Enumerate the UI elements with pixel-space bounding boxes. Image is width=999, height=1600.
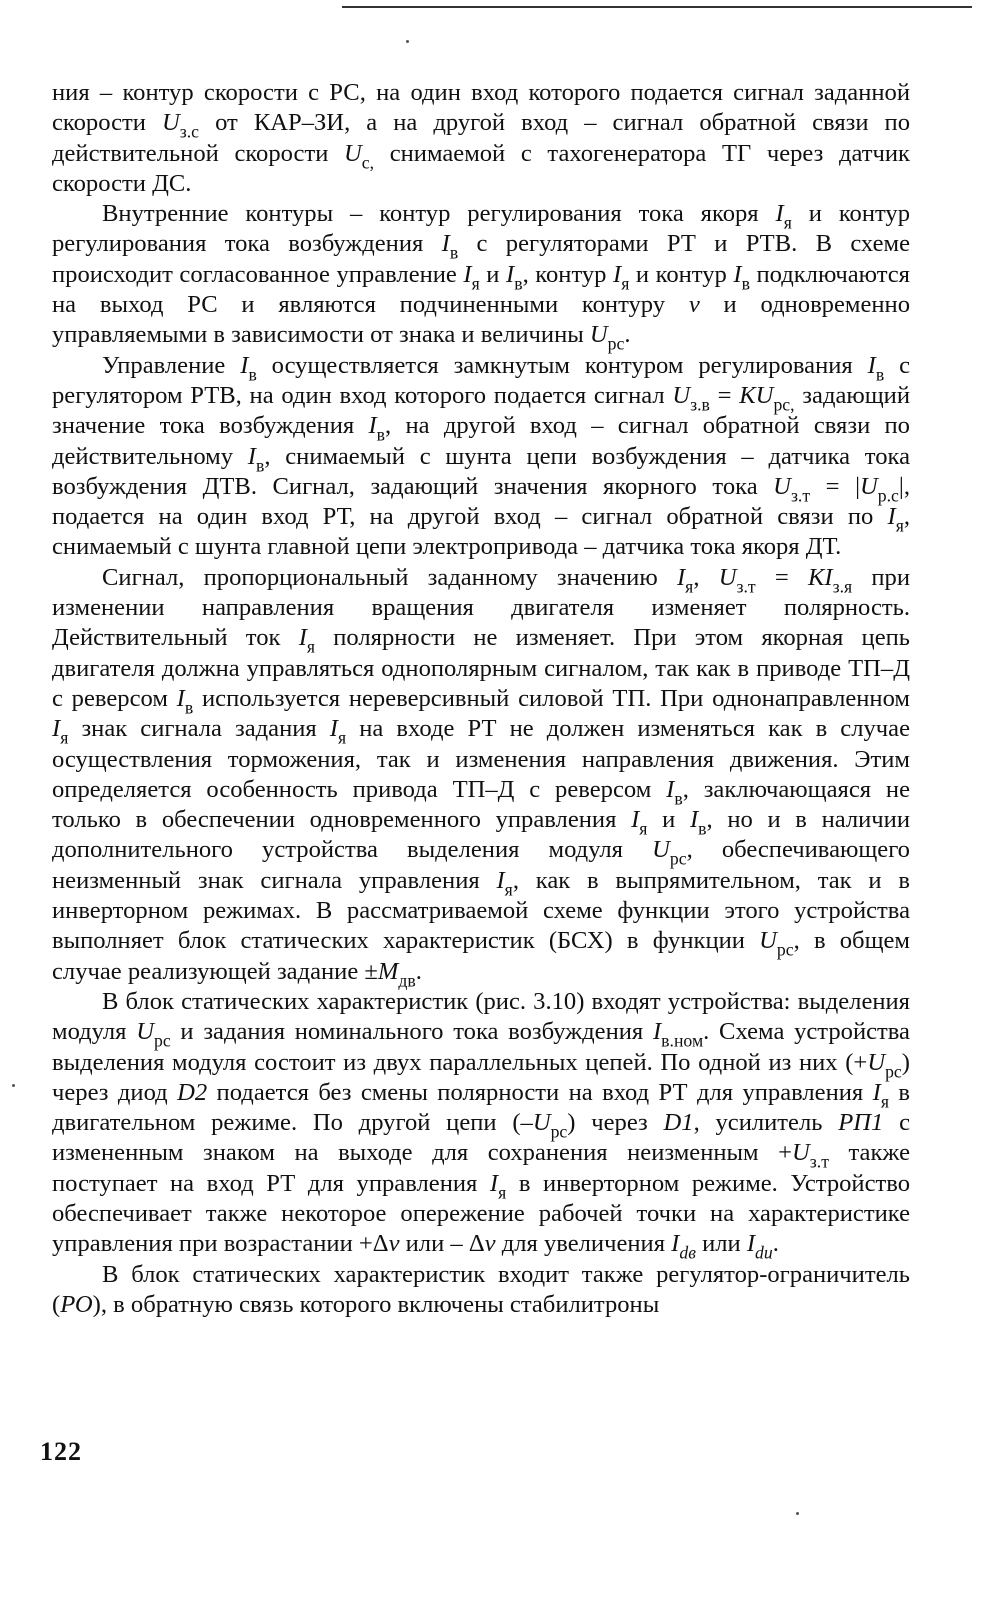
text-run: , усилитель — [693, 1109, 839, 1137]
text-run: , заключающаяся не только в обеспечении одновременного управления — [52, 775, 910, 834]
subscript: в — [741, 273, 750, 294]
variable-symbol: РО — [60, 1290, 93, 1318]
variable-symbol: U — [532, 1109, 551, 1137]
text-run: . Схема устройства выделения модуля состоит из двух параллельных цепей. По одной из них (+ — [52, 1018, 910, 1076]
variable-symbol: I — [631, 806, 640, 834]
text-run: и одновременно управляемыми в зависимости от знака и величины — [52, 291, 910, 349]
subscript: я — [895, 515, 904, 536]
text-run: с регуляторами РТ и РТВ. В схеме происходит согласованное управление — [52, 230, 910, 288]
text-run: и контур регулирования тока возбуждения — [52, 200, 910, 258]
subscript: дв — [398, 970, 416, 991]
variable-symbol: I — [298, 624, 307, 652]
variable-symbol: I — [506, 260, 515, 288]
scan-speck — [406, 40, 409, 43]
subscript: в — [674, 788, 683, 809]
variable-symbol: I — [613, 260, 622, 288]
subscript: я — [498, 1182, 507, 1203]
subscript: dи — [755, 1242, 773, 1263]
subscript: з.т — [790, 485, 811, 506]
variable-symbol: U — [136, 1018, 154, 1046]
variable-symbol: U — [718, 563, 737, 591]
scan-speck — [796, 1512, 799, 1515]
variable-symbol: U — [652, 836, 670, 864]
text-run: Внутренние контуры – контур регулирования тока якоря — [102, 200, 776, 228]
subscript: я — [338, 727, 347, 748]
header-rule — [342, 6, 972, 8]
subscript: в — [184, 697, 194, 718]
subscript: рс, — [773, 394, 795, 415]
subscript: я — [504, 879, 513, 900]
text-run: знак сигнала задания — [68, 715, 330, 743]
variable-symbol: I — [368, 412, 377, 440]
text-run: для увеличения — [495, 1230, 672, 1258]
paragraph-3 — [52, 351, 910, 563]
subscript: в.ном — [661, 1030, 704, 1051]
text-run: и — [647, 806, 690, 834]
variable-symbol: I — [176, 684, 185, 712]
subscript: в — [248, 364, 257, 385]
text-run: ) через диод — [52, 1048, 910, 1106]
variable-symbol: I — [867, 351, 876, 379]
subscript: я — [471, 273, 480, 294]
text-run: и контур — [629, 260, 734, 288]
text-run: |, подается на один вход РТ, на другой вход – сигнал обратной связи по — [52, 472, 910, 531]
subscript: в — [255, 455, 265, 475]
text-run: , в общем случае реализующей задание ± — [52, 927, 910, 985]
variable-symbol: I — [666, 775, 675, 803]
subscript: з.с — [179, 121, 200, 142]
variable-symbol: KU — [739, 381, 774, 409]
variable-symbol: KI — [807, 563, 833, 591]
text-run: подключаются на выход РС и являются подчиненными контуру — [52, 260, 910, 319]
subscript: с, — [361, 152, 375, 173]
variable-symbol: I — [775, 200, 784, 228]
subscript: рс — [669, 848, 687, 869]
variable-symbol: D1 — [663, 1109, 694, 1137]
scan-speck — [12, 1084, 15, 1087]
variable-symbol: I — [496, 866, 505, 894]
text-run: = — [709, 381, 740, 409]
text-run: , снимаемый с шунта главной цепи электропривода – датчика тока якоря ДТ. — [52, 503, 910, 561]
text-run: с измененным знаком на выходе для сохранения неизменным + — [52, 1109, 910, 1167]
paragraph-5 — [52, 987, 910, 1263]
text-run: = | — [810, 472, 861, 500]
variable-symbol: I — [746, 1230, 756, 1258]
text-run: . — [624, 321, 631, 349]
text-run: задающий значение тока возбуждения — [52, 381, 911, 440]
variable-symbol: I — [329, 715, 338, 743]
subscript: в — [449, 242, 459, 263]
variable-symbol: I — [52, 715, 61, 743]
subscript: я — [621, 273, 630, 294]
variable-symbol: I — [652, 1018, 662, 1046]
subscript: в — [698, 818, 707, 839]
variable-symbol: U — [773, 472, 791, 500]
subscript: я — [306, 636, 316, 657]
subscript: з.в — [690, 394, 710, 415]
text-run: , на другой вход – сигнал обратной связи по действительному — [52, 412, 910, 470]
text-run: , — [693, 563, 719, 591]
variable-symbol: I — [463, 260, 472, 288]
subscript: в — [514, 273, 523, 294]
text-run: снимаемой с тахогенератора ТГ через датчик скорости ДС. — [52, 139, 910, 197]
subscript: рс — [776, 939, 794, 960]
subscript: з.т — [736, 576, 756, 597]
text-run: в двигательном режиме. По другой цепи (– — [52, 1078, 910, 1137]
subscript: я — [60, 727, 69, 748]
variable-symbol: U — [162, 109, 180, 137]
text-run: Сигнал, пропорциональный заданному значению — [102, 563, 677, 591]
text-run: или — [695, 1230, 747, 1258]
variable-symbol: M — [377, 957, 399, 985]
text-run: = — [755, 563, 808, 591]
variable-symbol: I — [872, 1078, 881, 1106]
variable-symbol: U — [867, 1048, 886, 1076]
text-run: , как в выпрямительном, так и в инверторном режимах. В рассматриваемой схеме функции этого устройства выполняет блок статических характеристик (БСХ) в функции — [52, 866, 911, 955]
variable-symbol: D2 — [177, 1078, 208, 1106]
subscript: я — [880, 1091, 889, 1112]
text-run: Управление — [102, 351, 241, 379]
subscript: dв — [679, 1242, 696, 1263]
text-run: ния – контур скорости с РС, на один вход которого подается сигнал заданной скорости — [52, 79, 910, 137]
subscript: рс — [550, 1121, 568, 1142]
variable-symbol: v — [388, 1230, 400, 1258]
page-number: 122 — [40, 1437, 82, 1466]
text-run: подается без смены полярности на вход РТ для управления — [207, 1078, 873, 1106]
text-run: ) через — [567, 1109, 664, 1137]
variable-symbol: U — [344, 139, 362, 167]
text-run: , обеспечивающего неизменный знак сигнала управления — [52, 836, 910, 894]
variable-symbol: I — [887, 503, 896, 531]
text-run: и задания номинального тока возбуждения — [170, 1018, 653, 1046]
text-run: , но и в наличии дополнительного устройства выделения модуля — [52, 806, 910, 864]
text-run: В блок статических характеристик входит также регулятор-ограничитель ( — [52, 1260, 910, 1318]
text-run: на входе РТ не должен изменяться как в случае осуществления торможения, так и изменения направления движения. Этим определяется особенность привода ТП–Д с реверсом — [52, 715, 910, 803]
variable-symbol: I — [441, 230, 450, 258]
subscript: в — [875, 364, 885, 385]
variable-symbol: v — [688, 291, 700, 319]
variable-symbol: I — [733, 260, 742, 288]
paragraph-6 — [52, 1260, 910, 1321]
text-run: с регулятором РТВ, на один вход которого подается сигнал — [52, 351, 910, 409]
variable-symbol: U — [672, 381, 691, 409]
variable-symbol: I — [671, 1230, 680, 1258]
subscript: в — [376, 424, 386, 445]
subscript: р.с — [877, 485, 899, 506]
variable-symbol: U — [759, 927, 777, 955]
variable-symbol: U — [589, 321, 608, 349]
text-run: также поступает на вход РТ для управления — [52, 1139, 910, 1197]
variable-symbol: I — [489, 1169, 499, 1197]
text-run: ), в обратную связь которого включены стабилитроны — [92, 1290, 660, 1318]
text-run: от КАР–ЗИ, а на другой вход – сигнал обратной связи по действительной скорости — [52, 109, 911, 167]
page-body — [52, 78, 910, 1320]
variable-symbol: РП1 — [838, 1109, 884, 1137]
subscript: я — [685, 576, 694, 597]
text-run: используется нереверсивный силовой ТП. При однонаправленном — [193, 684, 910, 712]
text-run: осуществляется замкнутым контуром регулирования — [256, 351, 868, 379]
subscript: рс — [885, 1060, 902, 1081]
variable-symbol: U — [860, 472, 878, 500]
text-run: и — [479, 260, 507, 288]
subscript: я — [783, 212, 792, 233]
variable-symbol: I — [247, 442, 256, 470]
variable-symbol: I — [689, 806, 699, 834]
subscript: я — [639, 818, 648, 839]
text-run: . — [772, 1230, 779, 1258]
text-run: в инверторном режиме. Устройство обеспечивает также некоторое опережение рабочей точки на характеристике управления при возрастании +Δ — [52, 1169, 910, 1258]
paragraph-4 — [52, 563, 911, 991]
subscript: з.т — [809, 1151, 829, 1172]
text-run: , снимаемый с шунта цепи возбуждения – датчика тока возбуждения ДТВ. Сигнал, задающий значения якорного тока — [52, 442, 910, 500]
variable-symbol: I — [240, 351, 249, 379]
subscript: з.я — [832, 576, 853, 597]
subscript: рс — [607, 333, 625, 354]
text-run: . — [415, 957, 422, 985]
text-run: , контур — [522, 260, 614, 288]
subscript: рс — [153, 1030, 171, 1051]
text-run: В блок статических характеристик (рис. 3.10) входят устройства: выделения модуля — [52, 987, 910, 1046]
paragraph-2 — [52, 199, 910, 354]
variable-symbol: U — [792, 1139, 810, 1167]
text-run: при изменении направления вращения двигателя изменяет полярность. Действительный ток — [52, 563, 910, 652]
paragraph-1 — [52, 78, 910, 199]
variable-symbol: v — [484, 1230, 496, 1258]
variable-symbol: I — [676, 563, 686, 591]
text-run: полярности не изменяет. При этом якорная цепь двигателя должна управляться однополярным сигналом, так как в приводе ТП–Д с реверсом — [52, 624, 910, 712]
text-run: или – Δ — [399, 1230, 485, 1258]
